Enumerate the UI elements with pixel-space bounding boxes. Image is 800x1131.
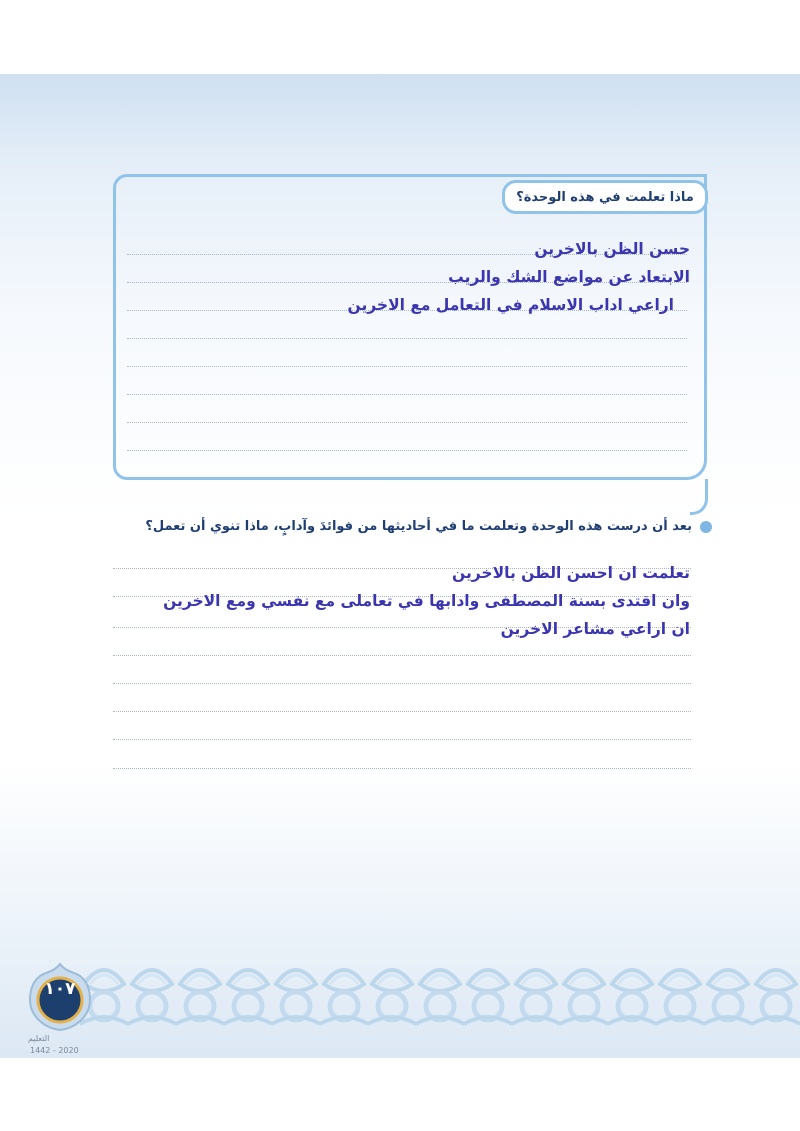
reflection-box	[113, 174, 707, 480]
writing-line	[113, 768, 691, 769]
section1-answer-3: اراعي اداب الاسلام في التعامل مع الاخرين	[347, 296, 674, 314]
footer-brand: التعليم	[28, 1034, 50, 1043]
arabesque-border	[80, 954, 800, 1034]
writing-line	[113, 739, 691, 740]
section1-answer-1: حسن الظن بالاخرين	[534, 240, 690, 258]
writing-line	[127, 450, 687, 451]
bullet-icon	[700, 521, 712, 533]
section-connector	[690, 479, 708, 515]
writing-line	[127, 338, 687, 339]
writing-line	[113, 655, 691, 656]
section2-answer-1: تعلمت ان احسن الظن بالاخرين	[452, 564, 690, 582]
section2-answer-3: ان اراعي مشاعر الاخرين	[500, 620, 690, 638]
writing-line	[127, 422, 687, 423]
page-number: ١٠٧	[44, 979, 76, 999]
section1-answer-2: الابتعاد عن مواضع الشك والريب	[448, 268, 690, 286]
writing-line	[127, 366, 687, 367]
section2-answer-2: وان اقتدى بسنة المصطفى وادابها في تعاملى مع نفسي ومع الاخرين	[163, 592, 690, 610]
section1-heading: ماذا تعلمت في هذه الوحدة؟	[502, 180, 708, 214]
workbook-page	[0, 74, 800, 1058]
footer-year: 1442 - 2020	[30, 1046, 79, 1055]
writing-line	[113, 711, 691, 712]
section2-question: بعد أن درست هذه الوحدة وتعلمت ما في أحاديثها من فوائدَ وآدابٍ، ماذا تنوي أن تعمل؟	[145, 519, 692, 534]
writing-line	[127, 394, 687, 395]
writing-line	[113, 683, 691, 684]
